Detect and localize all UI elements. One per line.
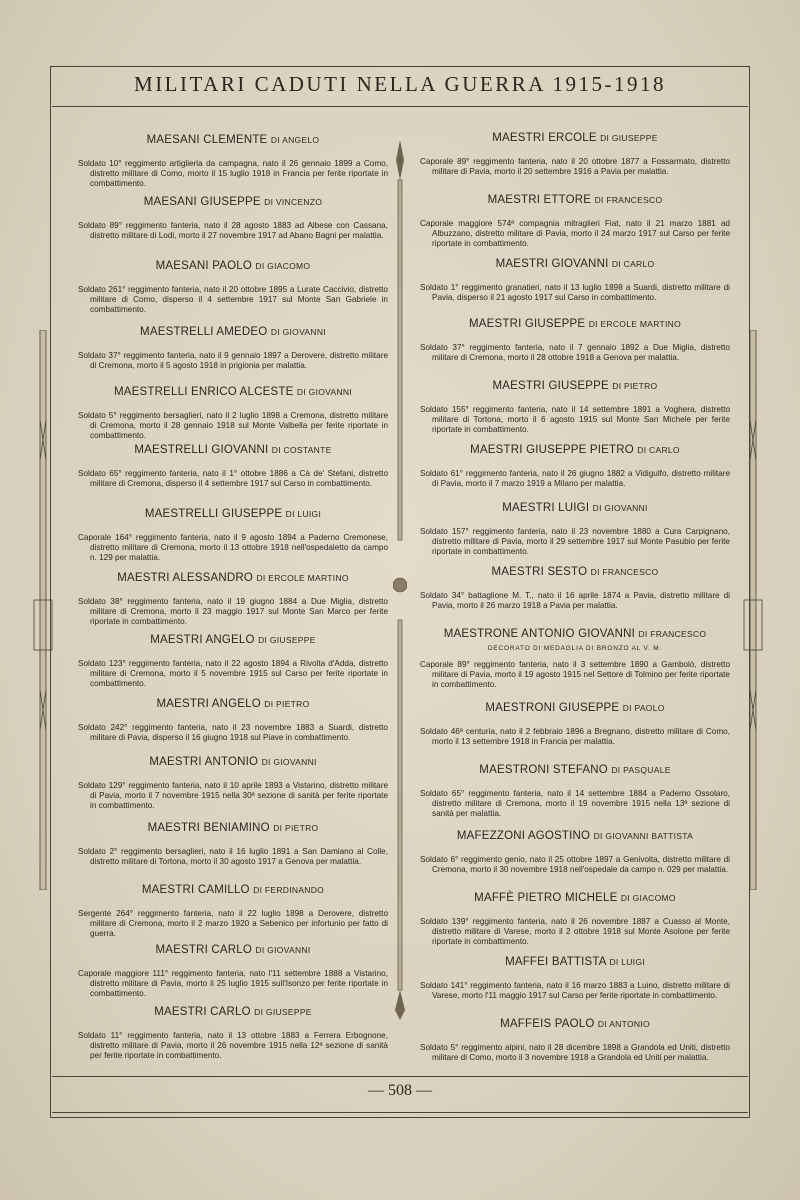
entry: [420, 258, 730, 303]
entry-text: Soldato 123° reggimento fanteria, nato il 22 agosto 1894 a Rivolta d'Adda, distretto militare di Cremona, morto il 5 novembre 1915 sul Carso per ferite riportate in combattimento.: [78, 659, 388, 688]
entry: [420, 956, 730, 1001]
page-title: MILITARI CADUTI NELLA GUERRA 1915-1918: [134, 72, 666, 96]
entry-name: MAESTRI GIOVANNI DI CARLO: [495, 258, 655, 270]
entry: [420, 892, 730, 947]
entry-name: MAESTRI GIUSEPPE PIETRO DI CARLO: [470, 444, 680, 456]
entry: [420, 380, 730, 435]
entry-name: MAESTRONE ANTONIO GIOVANNI DI FRANCESCO: [443, 628, 707, 640]
entry: [78, 822, 388, 867]
entry-name: MAFFEIS PAOLO DI ANTONIO: [500, 1018, 650, 1030]
entry-name: MAESTRELLI GIUSEPPE DI LUIGI: [144, 508, 322, 520]
left-flagpole-ornament: [28, 330, 58, 890]
entry-text: Soldato 37° reggimento fanteria, nato il 9 gennaio 1897 a Derovere, distretto militare di Cremona, morto il 5 agosto 1918 in prigionia per malattia.: [78, 351, 388, 370]
decoration-note: DECORATO DI MEDAGLIA DI BRONZO AL V. M.: [487, 645, 663, 652]
entry-name: MAESTRI GIUSEPPE DI PIETRO: [492, 380, 658, 392]
entry-text: Soldato 139° reggimento fanteria, nato il 26 novembre 1887 a Cuasso al Monte, distretto militare di Varese, morto il 2 ottobre 1918 sul Monte Asolone per ferite riportate in combattimento.: [420, 917, 730, 946]
entry-name: MAFEZZONI AGOSTINO DI GIOVANNI BATTISTA: [456, 830, 694, 842]
footer-divider: [52, 1076, 748, 1077]
entry: [78, 1006, 388, 1061]
entry-name: MAESTRONI GIUSEPPE DI PAOLO: [485, 702, 665, 714]
entry-name: MAESTRI ETTORE DI FRANCESCO: [487, 194, 663, 206]
entry-text: Caporale 89° reggimento fanteria, nato il 20 ottobre 1877 a Fossarmato, distretto militare di Pavia, morto il 20 settembre 1916 a Pavia per malattia.: [420, 157, 730, 176]
entry: [78, 508, 388, 563]
entry-name: MAESANI CLEMENTE DI ANGELO: [146, 134, 320, 146]
entry-text: Soldato 46ª centuria, nato il 2 febbraio 1896 a Bregnano, distretto militare di Como, morto il 13 settembre 1918 in Francia per malattia.: [420, 727, 730, 746]
entry: [420, 132, 730, 177]
entry-name: MAESTRONI STEFANO DI PASQUALE: [479, 764, 671, 776]
entry-text: Soldato 2° reggimento bersaglieri, nato il 16 luglio 1891 a San Damiano al Colle, distretto militare di Tortona, morto il 30 agosto 1917 a Genova per malattia.: [78, 847, 388, 866]
right-flagpole-ornament: [738, 330, 768, 890]
entry: [78, 386, 388, 441]
entry-name: MAESTRI GIUSEPPE DI ERCOLE MARTINO: [468, 318, 682, 330]
entry-name: MAESTRELLI ENRICO ALCESTE DI GIOVANNI: [114, 386, 352, 398]
entry-text: Soldato 10° reggimento artiglieria da campagna, nato il 26 gennaio 1899 a Como, distretto militare di Como, morto il 15 luglio 1918 in Francia per ferite riportate in combattimento.: [78, 159, 388, 188]
entry: [78, 572, 388, 627]
entry-text: Soldato 37° reggimento fanteria, nato il 7 gennaio 1892 a Due Miglia, distretto militare di Cremona, morto il 28 ottobre 1918 a Genova per malattia.: [420, 343, 730, 362]
entry: [78, 134, 388, 189]
entry-name: MAESTRI ALESSANDRO DI ERCOLE MARTINO: [117, 572, 349, 584]
entry-text: Soldato 11° reggimento fanteria, nato il 13 ottobre 1883 a Ferrera Erbognone, distretto militare di Pavia, morto il 26 novembre 1915 nella 12ª sezione di sanità per ferite riportate in combattimento.: [78, 1031, 388, 1060]
entry: [420, 444, 730, 489]
entry-text: Soldato 261° reggimento fanteria, nato il 20 ottobre 1895 a Lurate Caccivio, distretto militare di Como, disperso il 4 settembre 1917 sul Monte San Gabriele in combattimento.: [78, 285, 388, 314]
entry-text: Soldato 38° reggimento fanteria, nato il 19 giugno 1884 a Due Miglia, distretto militare di Cremona, morto il 23 maggio 1917 sul Monte San Marco per ferite riportate in combattimento.: [78, 597, 388, 626]
entry: [420, 566, 730, 611]
entry-name: MAFFEI BATTISTA DI LUIGI: [505, 956, 645, 968]
entry-text: Soldato 5° reggimento alpini, nato il 28 dicembre 1898 a Grandola ed Uniti, distretto militare di Como, morto il 3 novembre 1918 a Grandola ed Uniti per malattia.: [420, 1043, 730, 1062]
entry-text: Caporale maggiore 574ª compagnia mitraglieri Fiat, nato il 21 marzo 1881 ad Albuzzano, distretto militare di Pavia, morto il 24 marzo 1917 sul Carso per ferite riportate in combattimento.: [420, 219, 730, 248]
entry-name: MAESTRI CARLO DI GIUSEPPE: [154, 1006, 312, 1018]
entry-name: MAESTRI ANGELO DI PIETRO: [156, 698, 310, 710]
entry: [420, 1018, 730, 1063]
entry-name: MAESANI GIUSEPPE DI VINCENZO: [143, 196, 323, 208]
page-number: — 508 —: [368, 1082, 432, 1099]
entry-name: MAESTRELLI GIOVANNI DI COSTANTE: [134, 444, 332, 456]
entry-name: MAFFÈ PIETRO MICHELE DI GIACOMO: [474, 892, 676, 904]
entry-name: MAESTRI CARLO DI GIOVANNI: [155, 944, 311, 956]
entry: [420, 318, 730, 363]
entry-text: Soldato 61° reggimento fanteria, nato il 26 giugno 1882 a Vidigulfo, distretto militare di Pavia, morto il 7 marzo 1919 a Milano per malattia.: [420, 469, 730, 488]
entry-text: Soldato 5° reggimento bersaglieri, nato il 2 luglio 1898 a Cremona, distretto militare di Cremona, morto il 28 gennaio 1918 sul Monte Valbella per ferite riportate in combattimento.: [78, 411, 388, 440]
entry-text: Soldato 129° reggimento fanteria, nato il 10 aprile 1893 a Vistarino, distretto militare di Pavia, morto il 7 novembre 1915 nella 30ª sezione di sanità per ferite riportate in combattimento.: [78, 781, 388, 810]
entry: [78, 260, 388, 315]
entry-text: Soldato 155° reggimento fanteria, nato il 14 settembre 1891 a Voghera, distretto militare di Tortona, morto il 6 agosto 1915 sul Monte San Michele per ferite riportate in combattimento.: [420, 405, 730, 434]
entry-name: MAESTRI ANTONIO DI GIOVANNI: [149, 756, 317, 768]
center-flagpole-ornament: [393, 140, 407, 1020]
entry-text: Soldato 1° reggimento granatieri, nato il 13 luglio 1898 a Suardi, distretto militare di Pavia, disperso il 21 agosto 1917 sul Carso in combattimento.: [420, 283, 730, 302]
entry-name: MAESANI PAOLO DI GIACOMO: [155, 260, 311, 272]
entry-text: Soldato 141° reggimento fanteria, nato il 16 marzo 1883 a Luino, distretto militare di Varese, morto l'11 maggio 1917 sul Carso per ferite riportate in combattimento.: [420, 981, 730, 1000]
entry: [78, 444, 388, 489]
entry-name: MAESTRI CAMILLO DI FERDINANDO: [141, 884, 325, 896]
entry: [78, 944, 388, 999]
entry-text: Soldato 157° reggimento fanteria, nato il 23 novembre 1880 a Cura Carpignano, distretto militare di Pavia, morto il 29 settembre 1917 sul Monte Pasubio per ferite riportate in combattimento.: [420, 527, 730, 556]
header-divider: [52, 106, 748, 107]
entry-name: MAESTRI BENIAMINO DI PIETRO: [147, 822, 319, 834]
entry-name: MAESTRELLI AMEDEO DI GIOVANNI: [140, 326, 326, 338]
entry: [78, 756, 388, 811]
entry: [420, 502, 730, 557]
entry-name: MAESTRI ERCOLE DI GIUSEPPE: [492, 132, 658, 144]
entry-text: Caporale 164° reggimento fanteria, nato il 9 agosto 1894 a Paderno Cremonese, distretto militare di Cremona, morto il 13 ottobre 1918 nell'ospedaletto da campo n. 129 per malattia.: [78, 533, 388, 562]
entry-text: Soldato 89° reggimento fanteria, nato il 28 agosto 1883 ad Albese con Cassana, distretto militare di Lodi, morto il 27 novembre 1917 ad Abano Bagni per malattia.: [78, 221, 388, 240]
entry: [78, 698, 388, 743]
entry-text: Soldato 65° reggimento fanteria, nato il 14 settembre 1884 a Paderno Ossolaro, distretto militare di Cremona, morto il 19 novembre 1915 nella 13ª sezione di sanità per malattia.: [420, 789, 730, 818]
entry-text: Soldato 65° reggimento fanteria, nato il 1° ottobre 1886 a Cà de' Stefani, distretto militare di Cremona, disperso il 4 settembre 1917 sul Carso in combattimento.: [78, 469, 388, 488]
entry-text: Caporale maggiore 111° reggimento fanteria, nato l'11 settembre 1888 a Vistarino, distretto militare di Pavia, morto il 25 luglio 1915 sull'Isonzo per ferite riportate in combattimento.: [78, 969, 388, 998]
entry-name: MAESTRI SESTO DI FRANCESCO: [491, 566, 659, 578]
entry: [420, 702, 730, 747]
entry: [420, 764, 730, 819]
footer-bottom-rule: [52, 1112, 748, 1113]
entry-text: Caporale 89° reggimento fanteria, nato il 3 settembre 1890 a Gambolò, distretto militare di Pavia, morto il 19 agosto 1915 nel Settore di Tolmino per ferite riportate in combattimento.: [420, 660, 730, 689]
entry-text: Soldato 6° reggimento genio, nato il 25 ottobre 1897 a Genivolta, distretto militare di Cremona, morto il 30 novembre 1918 nell'ospedale da campo n. 029 per malattia.: [420, 855, 730, 874]
entry-text: Soldato 34° battaglione M. T., nato il 16 aprile 1874 a Pavia, distretto militare di Pavia, morto il 26 marzo 1918 a Pavia per malattia.: [420, 591, 730, 610]
entry: [420, 628, 730, 690]
entry-text: Soldato 242° reggimento fanteria, nato il 23 novembre 1883 a Suardi, distretto militare di Pavia, disperso il 16 giugno 1918 sul Piave in combattimento.: [78, 723, 388, 742]
entry: [78, 884, 388, 939]
entry: [420, 194, 730, 249]
entry: [420, 830, 730, 875]
entry: [78, 634, 388, 689]
entry-text: Sergente 264° reggimento fanteria, nato il 22 luglio 1898 a Derovere, distretto militare di Cremona, morto il 2 marzo 1920 a Sebenico per infortunio per fatto di guerra.: [78, 909, 388, 938]
entry: [78, 196, 388, 241]
entry-name: MAESTRI LUIGI DI GIOVANNI: [502, 502, 648, 514]
entry-name: MAESTRI ANGELO DI GIUSEPPE: [150, 634, 316, 646]
entry: [78, 326, 388, 371]
